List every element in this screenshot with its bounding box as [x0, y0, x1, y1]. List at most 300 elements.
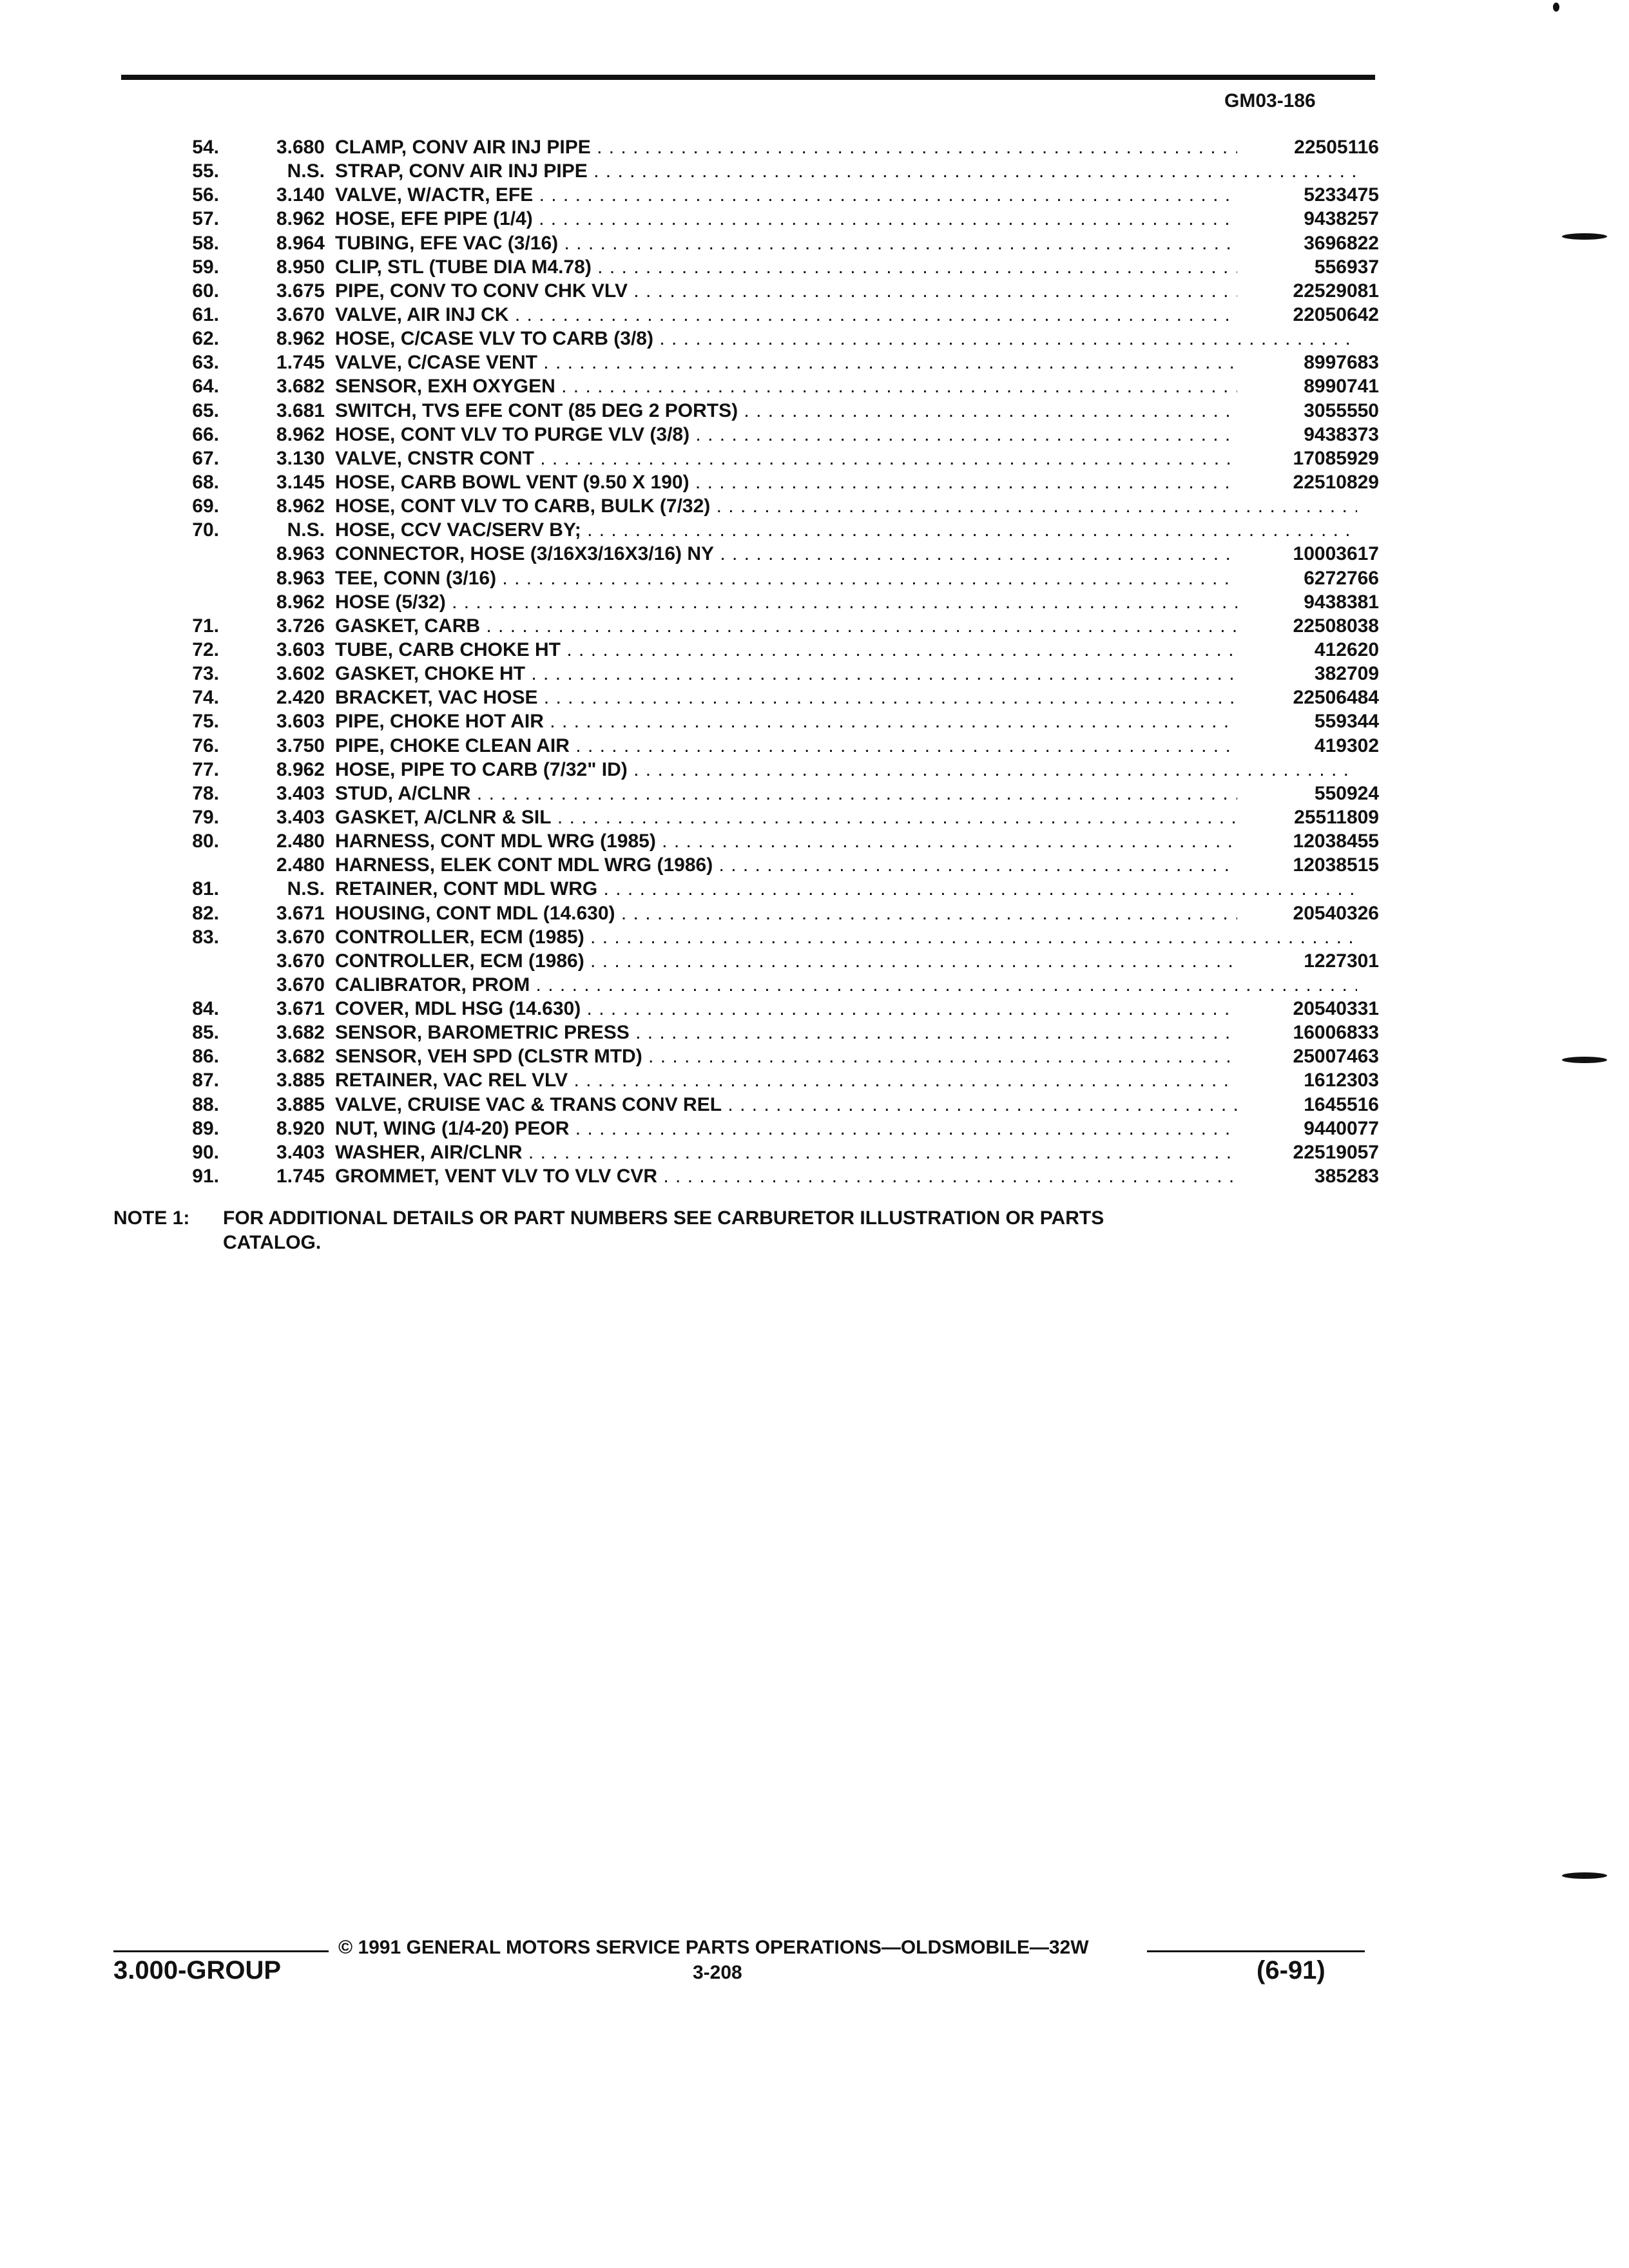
- group-number: 3.403: [276, 782, 325, 804]
- part-number: 10003617: [1237, 542, 1379, 566]
- part-description: [335, 709, 1357, 733]
- item-number: 65.: [192, 399, 219, 421]
- part-number: 385283: [1237, 1164, 1379, 1188]
- binding-hole-mark: [1562, 1872, 1607, 1879]
- part-name: TUBE: [335, 639, 388, 660]
- part-description: [335, 614, 1357, 638]
- footer-rule-left: [113, 1950, 329, 1952]
- part-name: PIPE: [335, 280, 380, 302]
- parts-list-row: [135, 303, 1379, 327]
- part-number: 17085929: [1237, 447, 1379, 470]
- part-name: VALVE: [335, 184, 397, 206]
- part-description: [335, 1117, 1357, 1140]
- group-number: 2.420: [276, 687, 325, 709]
- parts-list-row: [135, 614, 1379, 638]
- group-number: 3.671: [276, 998, 325, 1020]
- part-description: [335, 1140, 1357, 1164]
- part-detail: , CONT VLV TO PURGE VLV (3/8): [390, 423, 690, 445]
- part-description: [335, 686, 1357, 709]
- part-number: 12038515: [1237, 853, 1379, 877]
- group-number: 3.140: [276, 184, 325, 206]
- part-description: [335, 638, 1357, 662]
- item-number: 86.: [192, 1046, 219, 1068]
- part-name: HOSE: [335, 423, 390, 445]
- parts-list-row: [135, 782, 1379, 805]
- part-description: [335, 447, 1357, 470]
- part-detail: , ECM (1985): [469, 926, 584, 948]
- part-number: 8990741: [1237, 374, 1379, 398]
- group-number: N.S.: [287, 519, 325, 541]
- part-detail: , CHOKE HT: [413, 663, 526, 685]
- part-number: 22508038: [1237, 614, 1379, 638]
- part-description: [335, 374, 1357, 398]
- part-description: [335, 1021, 1357, 1044]
- part-detail: , AIR/CLNR: [419, 1141, 523, 1163]
- group-number: 8.962: [276, 208, 325, 230]
- part-detail: , CONV AIR INJ PIPE: [401, 137, 591, 158]
- part-description: [335, 662, 1357, 686]
- part-detail: , A/CLNR: [387, 782, 471, 804]
- group-number: 3.670: [276, 303, 325, 325]
- parts-list-row: [135, 231, 1379, 255]
- item-number: 83.: [192, 926, 219, 948]
- part-detail: , PROM: [461, 974, 530, 995]
- part-detail: , CONT MDL WRG: [432, 878, 598, 900]
- part-number: 20540326: [1237, 901, 1379, 925]
- item-number: 63.: [192, 352, 219, 374]
- part-number: 559344: [1237, 709, 1379, 733]
- part-name: HOSE: [335, 591, 390, 613]
- part-name: GROMMET: [335, 1166, 434, 1187]
- part-description: [335, 1068, 1357, 1092]
- footnote-text-line2: CATALOG.: [223, 1232, 322, 1253]
- part-number: 22529081: [1237, 279, 1379, 303]
- part-detail: , ELEK CONT MDL WRG (1986): [429, 854, 713, 876]
- part-number: 1612303: [1237, 1068, 1379, 1092]
- group-number: 3.670: [276, 950, 325, 972]
- part-description: [335, 518, 1357, 542]
- parts-list-row: [135, 1044, 1379, 1068]
- part-name: HOSE: [335, 208, 390, 230]
- part-name: HOSE: [335, 328, 390, 350]
- item-number: 55.: [192, 160, 219, 182]
- group-number: 8.962: [276, 328, 325, 350]
- binding-hole-mark: [1562, 233, 1607, 240]
- part-number: 20540331: [1237, 997, 1379, 1021]
- parts-list-row: [135, 374, 1379, 398]
- part-description: [335, 853, 1357, 877]
- group-number: 8.963: [276, 567, 325, 589]
- group-number: 3.682: [276, 1022, 325, 1044]
- part-name: HARNESS: [335, 854, 430, 876]
- group-number: 3.403: [276, 1141, 325, 1163]
- part-description: [335, 231, 1357, 255]
- group-number: 8.920: [276, 1117, 325, 1139]
- parts-list-row: [135, 925, 1379, 949]
- group-number: 8.964: [276, 232, 325, 254]
- part-detail: , W/ACTR, EFE: [396, 184, 534, 206]
- group-number: 3.403: [276, 806, 325, 828]
- group-number: 3.675: [276, 280, 325, 302]
- part-number: 9438257: [1237, 207, 1379, 231]
- group-number: 3.603: [276, 711, 325, 733]
- part-number: 556937: [1237, 255, 1379, 279]
- part-description: [335, 590, 1357, 614]
- part-name: HOSE: [335, 758, 390, 780]
- part-description: [335, 758, 1357, 782]
- item-number: 87.: [192, 1070, 219, 1091]
- part-number: 1645516: [1237, 1093, 1379, 1117]
- part-detail: , A/CLNR & SIL: [413, 806, 552, 828]
- part-detail: , CONT MDL (14.630): [425, 902, 615, 924]
- part-description: [335, 207, 1357, 231]
- part-description: [335, 183, 1357, 207]
- parts-list-row: [135, 901, 1379, 925]
- part-name: HOUSING: [335, 902, 426, 924]
- part-detail: , CONT MDL WRG (1985): [429, 831, 656, 852]
- item-number: 64.: [192, 376, 219, 398]
- part-description: [335, 805, 1357, 829]
- part-detail: , VAC REL VLV: [432, 1070, 568, 1091]
- group-number: 3.145: [276, 471, 325, 493]
- part-detail: , CCV VAC/SERV BY;: [390, 519, 581, 541]
- part-detail: , CARB CHOKE HT: [387, 639, 561, 660]
- part-name: VALVE: [335, 447, 397, 469]
- part-detail: , CARB BOWL VENT (9.50 X 190): [390, 471, 689, 493]
- part-number: 9438381: [1237, 590, 1379, 614]
- part-description: [335, 494, 1357, 518]
- parts-list-row: [135, 1117, 1379, 1140]
- parts-list-row: [135, 494, 1379, 518]
- part-name: VALVE: [335, 1093, 397, 1115]
- part-description: [335, 734, 1357, 758]
- group-number: 8.962: [276, 495, 325, 517]
- parts-list-row: [135, 1021, 1379, 1044]
- part-detail: , PIPE TO CARB (7/32" ID): [390, 758, 628, 780]
- item-number: 66.: [192, 423, 219, 445]
- parts-list-row: [135, 183, 1379, 207]
- group-number: 8.962: [276, 591, 325, 613]
- part-name: SENSOR: [335, 376, 417, 398]
- parts-list-row: [135, 542, 1379, 566]
- item-number: 72.: [192, 639, 219, 660]
- group-number: 3.130: [276, 447, 325, 469]
- item-number: 85.: [192, 1022, 219, 1044]
- part-name: SENSOR: [335, 1046, 417, 1068]
- part-description: [335, 159, 1357, 183]
- group-number: 8.962: [276, 758, 325, 780]
- group-code: 3.000-GROUP: [113, 1956, 282, 1984]
- part-number: 9440077: [1237, 1117, 1379, 1140]
- parts-list-row: [135, 686, 1379, 709]
- part-detail: , HOSE (3/16X3/16X3/16) NY: [459, 543, 714, 565]
- part-detail: , VEH SPD (CLSTR MTD): [416, 1046, 642, 1068]
- part-detail: , CHOKE CLEAN AIR: [379, 735, 570, 756]
- footnote-label: NOTE 1:: [113, 1207, 190, 1229]
- group-number: 3.885: [276, 1093, 325, 1115]
- part-number: 22510829: [1237, 470, 1379, 494]
- parts-list-row: [135, 1093, 1379, 1117]
- part-description: [335, 1044, 1357, 1068]
- part-number: 550924: [1237, 782, 1379, 805]
- part-name: SWITCH: [335, 399, 412, 421]
- item-number: 57.: [192, 208, 219, 230]
- part-detail: (5/32): [390, 591, 446, 613]
- item-number: 80.: [192, 831, 219, 852]
- item-number: 75.: [192, 711, 219, 733]
- part-description: [335, 423, 1357, 447]
- footer-rule-right: [1147, 1950, 1365, 1952]
- item-number: 77.: [192, 758, 219, 780]
- group-number: 1.745: [276, 352, 325, 374]
- part-name: NUT: [335, 1117, 373, 1139]
- page-code: GM03-186: [1224, 90, 1316, 111]
- part-detail: , BAROMETRIC PRESS: [416, 1022, 630, 1044]
- part-description: [335, 542, 1357, 566]
- parts-list-row: [135, 709, 1379, 733]
- part-name: RETAINER: [335, 1070, 433, 1091]
- part-name: STUD: [335, 782, 388, 804]
- parts-list-row: [135, 423, 1379, 447]
- part-number: 22505116: [1237, 135, 1379, 159]
- part-description: [335, 949, 1357, 973]
- parts-list-row: [135, 135, 1379, 159]
- part-description: [335, 925, 1357, 949]
- group-number: 3.726: [276, 615, 325, 637]
- parts-list-row: [135, 662, 1379, 686]
- parts-list-row: [135, 829, 1379, 853]
- item-number: 74.: [192, 687, 219, 709]
- part-description: [335, 303, 1357, 327]
- item-number: 70.: [192, 519, 219, 541]
- part-name: HOSE: [335, 495, 390, 517]
- part-description: [335, 327, 1357, 351]
- part-name: TEE: [335, 567, 373, 589]
- part-name: BRACKET: [335, 687, 428, 709]
- part-number: 5233475: [1237, 183, 1379, 207]
- part-name: CLAMP: [335, 137, 401, 158]
- group-number: 3.671: [276, 902, 325, 924]
- group-number: 1.745: [276, 1166, 325, 1187]
- item-number: 67.: [192, 447, 219, 469]
- part-detail: , ECM (1986): [469, 950, 584, 972]
- parts-list-row: [135, 1164, 1379, 1188]
- page-number: 3-208: [693, 1962, 742, 1983]
- binding-hole-mark: [1562, 1057, 1607, 1063]
- part-name: VALVE: [335, 352, 397, 374]
- part-detail: , C/CASE VLV TO CARB (3/8): [390, 328, 653, 350]
- parts-list-row: [135, 566, 1379, 590]
- part-description: [335, 255, 1357, 279]
- part-name: CONTROLLER: [335, 926, 470, 948]
- parts-list-row: [135, 805, 1379, 829]
- parts-list-row: [135, 399, 1379, 423]
- group-number: 3.682: [276, 1046, 325, 1068]
- part-number: 419302: [1237, 734, 1379, 758]
- item-number: 84.: [192, 998, 219, 1020]
- item-number: 71.: [192, 615, 219, 637]
- part-description: [335, 279, 1357, 303]
- part-number: 412620: [1237, 638, 1379, 662]
- item-number: 82.: [192, 902, 219, 924]
- part-name: GASKET: [335, 615, 414, 637]
- part-number: 6272766: [1237, 566, 1379, 590]
- group-number: 3.670: [276, 926, 325, 948]
- part-name: SENSOR: [335, 1022, 417, 1044]
- group-number: 3.602: [276, 663, 325, 685]
- item-number: 79.: [192, 806, 219, 828]
- item-number: 76.: [192, 735, 219, 756]
- parts-list-row: [135, 734, 1379, 758]
- parts-list-row: [135, 853, 1379, 877]
- parts-list-row: [135, 949, 1379, 973]
- parts-list-row: [135, 327, 1379, 351]
- item-number: 88.: [192, 1093, 219, 1115]
- part-number: 1227301: [1237, 949, 1379, 973]
- group-number: 8.962: [276, 423, 325, 445]
- part-detail: , EFE PIPE (1/4): [390, 208, 533, 230]
- part-description: [335, 877, 1357, 901]
- part-detail: , CONT VLV TO CARB, BULK (7/32): [390, 495, 711, 517]
- part-description: [335, 973, 1357, 997]
- part-description: [335, 351, 1357, 374]
- parts-list-row: [135, 1140, 1379, 1164]
- part-name: TUBING: [335, 232, 409, 254]
- group-number: 3.750: [276, 735, 325, 756]
- part-detail: , TVS EFE CONT (85 DEG 2 PORTS): [411, 399, 738, 421]
- part-number: 3055550: [1237, 399, 1379, 423]
- parts-list-row: [135, 1068, 1379, 1092]
- parts-list-row: [135, 207, 1379, 231]
- part-number: 9438373: [1237, 423, 1379, 447]
- item-number: 90.: [192, 1141, 219, 1163]
- item-number: 62.: [192, 328, 219, 350]
- item-number: 69.: [192, 495, 219, 517]
- part-name: PIPE: [335, 735, 380, 756]
- part-detail: , CHOKE HOT AIR: [379, 711, 544, 733]
- footnote-text-line1: FOR ADDITIONAL DETAILS OR PART NUMBERS SEE CARBURETOR ILLUSTRATION OR PARTS: [223, 1207, 1104, 1229]
- part-name: GASKET: [335, 806, 414, 828]
- group-number: 3.682: [276, 376, 325, 398]
- part-description: [335, 566, 1357, 590]
- part-number: 22506484: [1237, 686, 1379, 709]
- item-number: 73.: [192, 663, 219, 685]
- top-rule: [121, 75, 1375, 80]
- part-detail: , C/CASE VENT: [396, 352, 537, 374]
- group-number: 2.480: [276, 854, 325, 876]
- group-number: 3.670: [276, 974, 325, 995]
- part-number: 12038455: [1237, 829, 1379, 853]
- item-number: 58.: [192, 232, 219, 254]
- part-detail: , WING (1/4-20) PEOR: [372, 1117, 570, 1139]
- parts-list: [135, 135, 1379, 1188]
- part-number: 3696822: [1237, 231, 1379, 255]
- part-name: COVER: [335, 998, 404, 1020]
- parts-list-row: [135, 590, 1379, 614]
- group-number: 3.603: [276, 639, 325, 660]
- part-detail: , CRUISE VAC & TRANS CONV REL: [396, 1093, 722, 1115]
- group-number: N.S.: [287, 878, 325, 900]
- part-name: CONTROLLER: [335, 950, 470, 972]
- part-name: RETAINER: [335, 878, 433, 900]
- part-number: 382709: [1237, 662, 1379, 686]
- part-description: [335, 1164, 1357, 1188]
- parts-list-row: [135, 973, 1379, 997]
- item-number: 56.: [192, 184, 219, 206]
- part-detail: , CNSTR CONT: [396, 447, 534, 469]
- parts-list-row: [135, 351, 1379, 374]
- part-number: 22050642: [1237, 303, 1379, 327]
- scan-speck: [1553, 3, 1559, 12]
- item-number: 81.: [192, 878, 219, 900]
- item-number: 68.: [192, 471, 219, 493]
- part-detail: , CARB: [413, 615, 481, 637]
- group-number: 3.885: [276, 1070, 325, 1091]
- group-number: 3.680: [276, 137, 325, 158]
- part-name: STRAP: [335, 160, 398, 182]
- part-name: CALIBRATOR: [335, 974, 461, 995]
- part-name: VALVE: [335, 303, 397, 325]
- part-number: 25511809: [1237, 805, 1379, 829]
- part-description: [335, 997, 1357, 1021]
- part-detail: , CONN (3/16): [372, 567, 497, 589]
- part-detail: , EFE VAC (3/16): [409, 232, 559, 254]
- part-name: HARNESS: [335, 831, 430, 852]
- part-name: PIPE: [335, 711, 380, 733]
- item-number: 91.: [192, 1166, 219, 1187]
- part-name: CLIP: [335, 256, 377, 278]
- part-number: 25007463: [1237, 1044, 1379, 1068]
- part-number: 8997683: [1237, 351, 1379, 374]
- part-number: 16006833: [1237, 1021, 1379, 1044]
- item-number: 54.: [192, 137, 219, 158]
- group-number: 8.963: [276, 543, 325, 565]
- parts-list-row: [135, 470, 1379, 494]
- parts-list-row: [135, 255, 1379, 279]
- parts-list-row: [135, 877, 1379, 901]
- part-name: HOSE: [335, 519, 390, 541]
- parts-list-row: [135, 447, 1379, 470]
- group-number: N.S.: [287, 160, 325, 182]
- item-number: 59.: [192, 256, 219, 278]
- item-number: 89.: [192, 1117, 219, 1139]
- part-description: [335, 470, 1357, 494]
- part-detail: , MDL HSG (14.630): [403, 998, 581, 1020]
- parts-list-row: [135, 159, 1379, 183]
- date-code: (6-91): [1257, 1956, 1325, 1984]
- part-detail: , VAC HOSE: [427, 687, 538, 709]
- parts-list-row: [135, 758, 1379, 782]
- copyright-line: © 1991 GENERAL MOTORS SERVICE PARTS OPERATIONS—OLDSMOBILE—32W: [338, 1937, 1089, 1958]
- part-number: 22519057: [1237, 1140, 1379, 1164]
- part-name: HOSE: [335, 471, 390, 493]
- part-name: GASKET: [335, 663, 414, 685]
- group-number: 8.950: [276, 256, 325, 278]
- group-number: 2.480: [276, 831, 325, 852]
- part-description: [335, 135, 1357, 159]
- footnote: [113, 1206, 1104, 1255]
- parts-list-row: [135, 997, 1379, 1021]
- item-number: 61.: [192, 303, 219, 325]
- part-detail: , VENT VLV TO VLV CVR: [434, 1166, 658, 1187]
- part-name: CONNECTOR: [335, 543, 459, 565]
- group-number: 3.681: [276, 399, 325, 421]
- part-description: [335, 901, 1357, 925]
- parts-list-row: [135, 638, 1379, 662]
- part-name: WASHER: [335, 1141, 420, 1163]
- parts-list-row: [135, 518, 1379, 542]
- part-description: [335, 1093, 1357, 1117]
